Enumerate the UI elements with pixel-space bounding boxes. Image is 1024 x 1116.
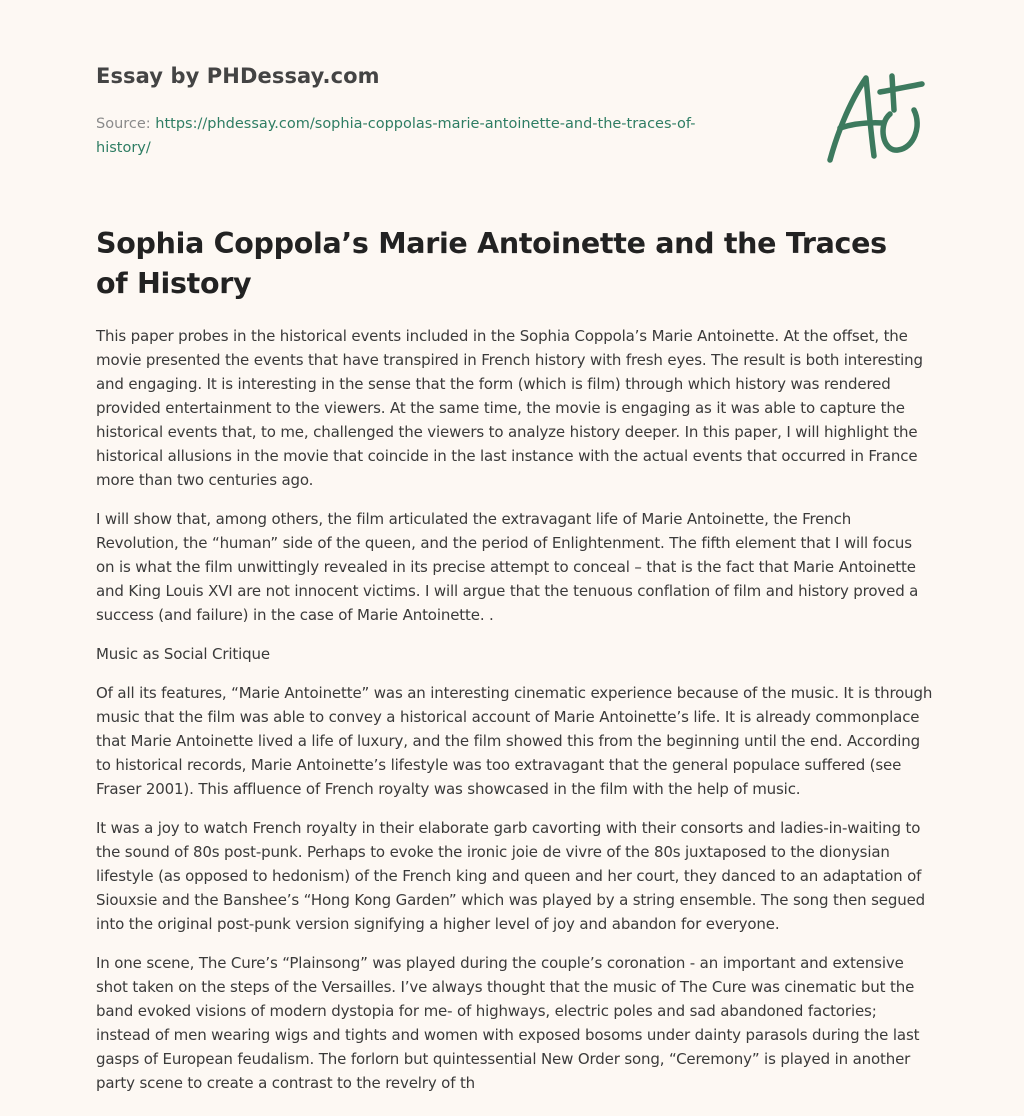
essay-body bbox=[96, 324, 934, 1110]
paragraph: This paper probes in the historical events included in the Sophia Coppola’s Marie Antoinette. At the offset, the movie presented the events that have transpired in French history with fresh eyes. The result is both interesting and engaging. It is interesting in the sense that the form (which is film) through which history was rendered provided entertainment to the viewers. At the same time, the movie is engaging as it was able to capture the historical events that, to me, challenged the viewers to analyze history deeper. In this paper, I will highlight the historical allusions in the movie that coincide in the last instance with the actual events that occurred in France more than two centuries ago. bbox=[96, 327, 923, 489]
a-plus-grade-icon bbox=[822, 68, 930, 168]
essay-title: Sophia Coppola’s Marie Antoinette and the Traces of History bbox=[96, 227, 887, 300]
paragraph: I will show that, among others, the film articulated the extravagant life of Marie Antoinette, the French Revolution, the “human” side of the queen, and the period of Enlightenment. The fifth element that I will focus on is what the film unwittingly revealed in its precise attempt to conceal – that is the fact that Marie Antoinette and King Louis XVI are not innocent victims. I will argue that the tenuous conflation of film and history proved a success (and failure) in the case of Marie Antoinette. . bbox=[96, 510, 919, 624]
site-brand: Essay by PHDessay.com bbox=[96, 64, 380, 88]
source-line bbox=[96, 112, 736, 160]
paragraph: Of all its features, “Marie Antoinette” was an interesting cinematic experience because of the music. It is through music that the film was able to convey a historical account of Marie Antoinette’s life. It is already commonplace that Marie Antoinette lived a life of luxury, and the film showed this from the beginning until the end. According to historical records, Marie Antoinette’s lifestyle was too extravagant that the general populace suffered (see Fraser 2001). This affluence of French royalty was showcased in the film with the help of music. bbox=[96, 684, 933, 798]
source-link[interactable]: https://phdessay.com/sophia-coppolas-marie-antoinette-and-the-traces-of-history/ bbox=[96, 116, 696, 156]
paragraph: In one scene, The Cure’s “Plainsong” was played during the couple’s coronation - an important and extensive shot taken on the steps of the Versailles. I’ve always thought that the music of The Cure was cinematic but the band evoked visions of modern dystopia for me- of highways, electric poles and sad abandoned factories; instead of men wearing wigs and tights and women with exposed bosoms under dainty parasols during the last gasps of European feudalism. The forlorn but quintessential New Order song, “Ceremony” is played in another party scene to create a contrast to the revelry of th bbox=[96, 954, 920, 1092]
section-heading: Music as Social Critique bbox=[96, 645, 270, 663]
paragraph: It was a joy to watch French royalty in their elaborate garb cavorting with their consorts and ladies-in-waiting to the sound of 80s post-punk. Perhaps to evoke the ironic joie de vivre of the 80s juxtaposed to the dionysian lifestyle (as opposed to hedonism) of the French king and queen and her court, they danced to an adaptation of Siouxsie and the Banshee’s “Hong Kong Garden” which was played by a string ensemble. The song then segued into the original post-punk version signifying a higher level of joy and abandon for everyone. bbox=[96, 819, 926, 933]
source-label: Source: bbox=[96, 116, 151, 132]
